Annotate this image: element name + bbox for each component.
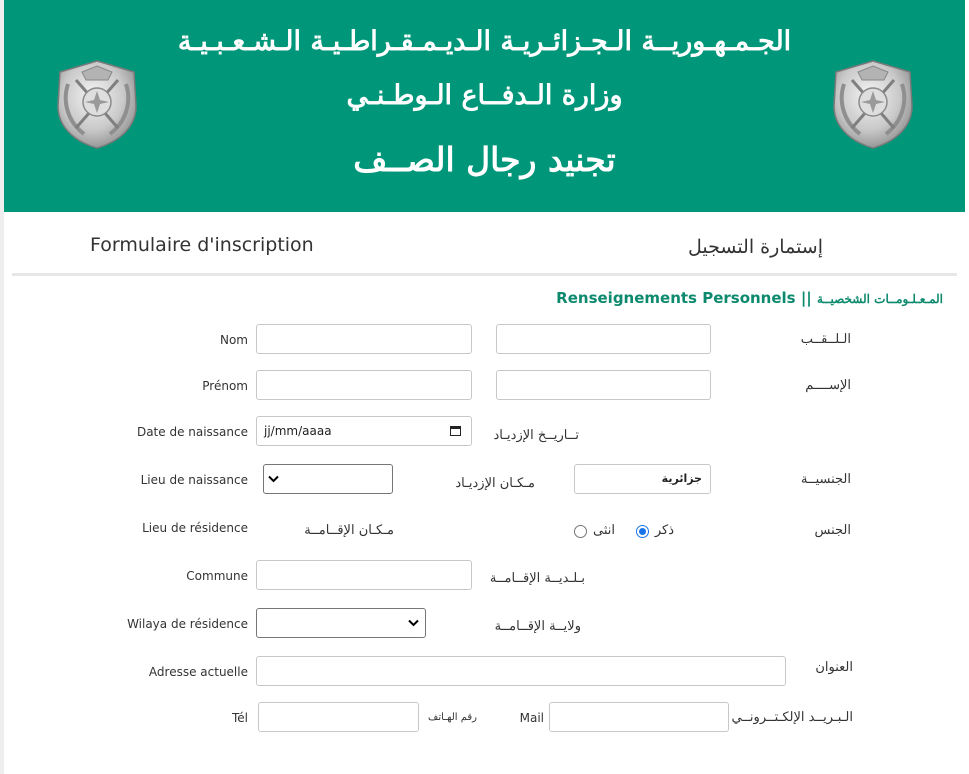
dob-placeholder: jj/mm/aaaa [264,424,332,438]
dob-label-ar: تــاريــخ الإزديـاد [493,428,579,443]
address-label-fr: Adresse actuelle [148,665,248,679]
section-title [556,289,943,307]
mail-label-ar: الـبـريــد الإلكـتــرونــي [731,710,853,725]
wilaya-label-ar: ولايــة الإقــامــة [494,619,581,634]
residence-label-ar: مـكـان الإقــامــة [304,523,394,538]
tel-input[interactable] [258,702,419,732]
pob-label-fr: Lieu de naissance [140,473,248,487]
address-input[interactable] [256,656,786,686]
calendar-icon[interactable] [450,425,461,436]
section-divider [12,273,957,276]
header-republic-title: الجـمـهـوريــة الـجـزائـريـة الـديـمـقـراطـيـة الـشـعـبـيـة [177,26,792,57]
form-title-fr: Formulaire d'inscription [90,234,314,256]
prenom-input-ar[interactable] [496,370,711,400]
form-title-ar: إستمارة التسجيل [687,236,823,258]
chevron-down-icon [408,619,419,627]
sex-female-radio[interactable] [574,525,587,538]
pob-label-ar: مـكـان الإزديـاد [455,476,535,491]
nationality-label-ar: الجنسيــة [801,472,851,487]
header-recruitment-title: تجنيد رجال الصــف [353,140,616,179]
tel-label-ar: رقم الهـاتف [428,712,477,723]
residence-label-fr: Lieu de résidence [142,521,248,535]
address-label-ar: العنوان [815,660,853,675]
dob-input[interactable] [256,416,472,446]
nom-input-fr[interactable] [256,324,472,354]
prenom-label-ar: الإســــم [805,378,851,393]
sex-male-radio[interactable] [636,525,649,538]
wilaya-label-fr: Wilaya de résidence [127,617,248,631]
dob-label-fr: Date de naissance [136,425,248,439]
prenom-label-fr: Prénom [202,379,248,393]
section-title-ar: المـعـلـومــات الشخصيــة [817,292,943,306]
nom-label-fr: Nom [219,333,248,347]
sex-male-label[interactable]: ذكر [654,523,674,538]
header-ministry-title: وزارة الـدفــاع الـوطـنـي [346,80,623,111]
section-title-fr: Renseignements Personnels || [556,289,812,307]
prenom-input-fr[interactable] [256,370,472,400]
commune-input[interactable] [256,560,472,590]
nom-label-ar: الـلــقــب [800,332,851,347]
sex-label-ar: الجنس [814,523,851,538]
wilaya-select[interactable] [256,608,426,638]
header-banner [4,0,965,212]
tel-label-fr: Tél [231,711,248,725]
form-subheader [4,212,965,274]
commune-label-fr: Commune [186,569,248,583]
pob-select[interactable] [263,464,393,494]
commune-label-ar: بـلـديــة الإقــامــة [489,571,585,586]
nom-input-ar[interactable] [496,324,711,354]
mail-label-fr: Mail [519,711,544,725]
mail-input[interactable] [549,702,729,732]
nationality-input[interactable] [574,464,711,494]
sex-female-label[interactable]: انثى [593,523,615,538]
nationality-value: جزائرية [661,472,702,485]
chevron-down-icon [268,475,279,483]
